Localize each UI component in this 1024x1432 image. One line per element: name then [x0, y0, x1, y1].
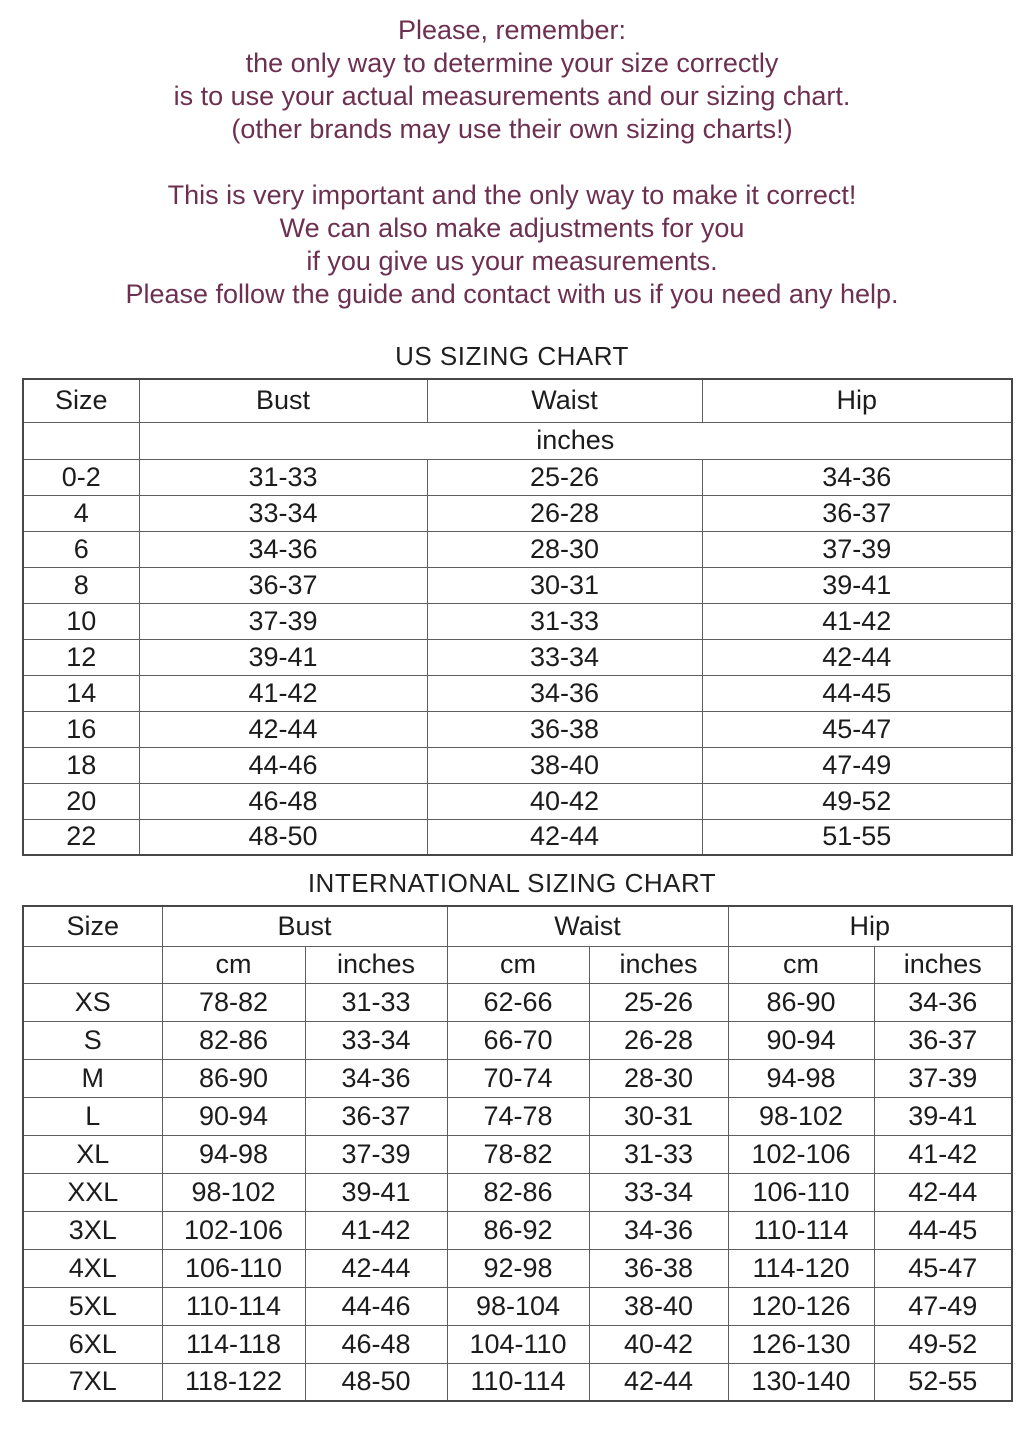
bust-in-cell: 37-39 — [305, 1135, 447, 1173]
bust-in-cell: 42-44 — [305, 1249, 447, 1287]
hip-cell: 34-36 — [702, 459, 1012, 495]
hip-cell: 49-52 — [702, 783, 1012, 819]
us-column-header-hip: Hip — [702, 379, 1012, 422]
empty-cell — [23, 946, 162, 983]
intro-spacer — [0, 146, 1024, 179]
hip-cm-cell: 102-106 — [728, 1135, 874, 1173]
table-row — [23, 1287, 1012, 1325]
table-row — [23, 1211, 1012, 1249]
table-row — [23, 531, 1012, 567]
bust-in-cell: 48-50 — [305, 1363, 447, 1401]
hip-cell: 51-55 — [702, 819, 1012, 855]
size-cell: 5XL — [23, 1287, 162, 1325]
waist-cm-cell: 70-74 — [447, 1059, 589, 1097]
waist-in-cell: 31-33 — [589, 1135, 728, 1173]
hip-in-cell: 34-36 — [874, 983, 1012, 1021]
size-cell: M — [23, 1059, 162, 1097]
size-cell: XS — [23, 983, 162, 1021]
intro-line: if you give us your measurements. — [306, 246, 718, 276]
size-cell: 22 — [23, 819, 139, 855]
unit-header-inches: inches — [589, 946, 728, 983]
bust-in-cell: 31-33 — [305, 983, 447, 1021]
intl-chart-title: INTERNATIONAL SIZING CHART — [307, 868, 717, 898]
unit-header-inches: inches — [305, 946, 447, 983]
intro-line: Please, remember: — [397, 15, 627, 45]
bust-cell: 33-34 — [139, 495, 427, 531]
bust-cm-cell: 90-94 — [162, 1097, 305, 1135]
hip-cell: 36-37 — [702, 495, 1012, 531]
size-cell: L — [23, 1097, 162, 1135]
waist-in-cell: 26-28 — [589, 1021, 728, 1059]
bust-cm-cell: 98-102 — [162, 1173, 305, 1211]
size-cell: 6XL — [23, 1325, 162, 1363]
waist-cm-cell: 104-110 — [447, 1325, 589, 1363]
hip-cm-cell: 86-90 — [728, 983, 874, 1021]
intl-column-header-waist: Waist — [447, 906, 728, 946]
hip-in-cell: 41-42 — [874, 1135, 1012, 1173]
waist-in-cell: 38-40 — [589, 1287, 728, 1325]
table-row — [23, 711, 1012, 747]
intro-line: (other brands may use their own sizing charts!) — [231, 114, 793, 144]
size-cell: 10 — [23, 603, 139, 639]
bust-cm-cell: 118-122 — [162, 1363, 305, 1401]
waist-cm-cell: 74-78 — [447, 1097, 589, 1135]
size-cell: 16 — [23, 711, 139, 747]
size-cell: 0-2 — [23, 459, 139, 495]
table-row — [23, 459, 1012, 495]
size-cell: 7XL — [23, 1363, 162, 1401]
waist-cm-cell: 78-82 — [447, 1135, 589, 1173]
hip-cell: 42-44 — [702, 639, 1012, 675]
hip-cm-cell: 120-126 — [728, 1287, 874, 1325]
table-row — [23, 1059, 1012, 1097]
us-unit-cell: inches — [139, 422, 1012, 459]
hip-cm-cell: 114-120 — [728, 1249, 874, 1287]
table-row — [23, 567, 1012, 603]
table-row — [23, 675, 1012, 711]
intro-line: We can also make adjustments for you — [279, 213, 745, 243]
hip-in-cell: 36-37 — [874, 1021, 1012, 1059]
bust-cm-cell: 106-110 — [162, 1249, 305, 1287]
table-row — [23, 1135, 1012, 1173]
table-row — [23, 603, 1012, 639]
bust-cell: 37-39 — [139, 603, 427, 639]
intro-line: This is very important and the only way to make it correct! — [167, 180, 857, 210]
waist-cell: 25-26 — [427, 459, 702, 495]
waist-cell: 42-44 — [427, 819, 702, 855]
unit-header-cm: cm — [447, 946, 589, 983]
bust-in-cell: 46-48 — [305, 1325, 447, 1363]
waist-cm-cell: 110-114 — [447, 1363, 589, 1401]
intl-column-header-size: Size — [23, 906, 162, 946]
bust-cell: 36-37 — [139, 567, 427, 603]
waist-cell: 34-36 — [427, 675, 702, 711]
us-header-row — [23, 379, 1012, 422]
hip-in-cell: 44-45 — [874, 1211, 1012, 1249]
hip-in-cell: 49-52 — [874, 1325, 1012, 1363]
table-row — [23, 747, 1012, 783]
intl-column-header-hip: Hip — [728, 906, 1012, 946]
size-cell: 4 — [23, 495, 139, 531]
unit-header-inches: inches — [874, 946, 1012, 983]
size-cell: S — [23, 1021, 162, 1059]
waist-in-cell: 25-26 — [589, 983, 728, 1021]
waist-cm-cell: 98-104 — [447, 1287, 589, 1325]
waist-cm-cell: 92-98 — [447, 1249, 589, 1287]
waist-cell: 36-38 — [427, 711, 702, 747]
hip-cell: 39-41 — [702, 567, 1012, 603]
hip-cell: 45-47 — [702, 711, 1012, 747]
bust-in-cell: 33-34 — [305, 1021, 447, 1059]
size-cell: XL — [23, 1135, 162, 1173]
bust-cell: 42-44 — [139, 711, 427, 747]
size-cell: 8 — [23, 567, 139, 603]
waist-cell: 30-31 — [427, 567, 702, 603]
waist-cell: 38-40 — [427, 747, 702, 783]
size-cell: 18 — [23, 747, 139, 783]
hip-cm-cell: 126-130 — [728, 1325, 874, 1363]
us-chart-title: US SIZING CHART — [395, 341, 629, 371]
empty-cell — [23, 422, 139, 459]
bust-cell: 31-33 — [139, 459, 427, 495]
waist-cm-cell: 62-66 — [447, 983, 589, 1021]
hip-in-cell: 47-49 — [874, 1287, 1012, 1325]
bust-in-cell: 41-42 — [305, 1211, 447, 1249]
size-cell: 14 — [23, 675, 139, 711]
table-row — [23, 639, 1012, 675]
waist-in-cell: 33-34 — [589, 1173, 728, 1211]
size-cell: 4XL — [23, 1249, 162, 1287]
table-row — [23, 1173, 1012, 1211]
waist-in-cell: 36-38 — [589, 1249, 728, 1287]
waist-in-cell: 40-42 — [589, 1325, 728, 1363]
hip-cm-cell: 90-94 — [728, 1021, 874, 1059]
table-row — [23, 1249, 1012, 1287]
waist-cm-cell: 66-70 — [447, 1021, 589, 1059]
bust-cell: 41-42 — [139, 675, 427, 711]
us-column-header-bust: Bust — [139, 379, 427, 422]
us-unit-row — [23, 422, 1012, 459]
intl-header-row — [23, 906, 1012, 946]
bust-cm-cell: 82-86 — [162, 1021, 305, 1059]
hip-cm-cell: 98-102 — [728, 1097, 874, 1135]
hip-cell: 44-45 — [702, 675, 1012, 711]
waist-cell: 28-30 — [427, 531, 702, 567]
us-column-header-waist: Waist — [427, 379, 702, 422]
table-row — [23, 1021, 1012, 1059]
hip-in-cell: 37-39 — [874, 1059, 1012, 1097]
bust-cm-cell: 110-114 — [162, 1287, 305, 1325]
table-row — [23, 1097, 1012, 1135]
bust-in-cell: 39-41 — [305, 1173, 447, 1211]
bust-cell: 39-41 — [139, 639, 427, 675]
us-sizing-table — [22, 378, 1013, 856]
bust-cm-cell: 94-98 — [162, 1135, 305, 1173]
bust-cm-cell: 86-90 — [162, 1059, 305, 1097]
table-row — [23, 783, 1012, 819]
hip-cm-cell: 110-114 — [728, 1211, 874, 1249]
intl-sizing-table — [22, 905, 1013, 1402]
hip-cell: 37-39 — [702, 531, 1012, 567]
table-row — [23, 1325, 1012, 1363]
waist-cm-cell: 86-92 — [447, 1211, 589, 1249]
bust-cm-cell: 78-82 — [162, 983, 305, 1021]
hip-cm-cell: 106-110 — [728, 1173, 874, 1211]
waist-cm-cell: 82-86 — [447, 1173, 589, 1211]
bust-cm-cell: 114-118 — [162, 1325, 305, 1363]
size-cell: 20 — [23, 783, 139, 819]
bust-in-cell: 36-37 — [305, 1097, 447, 1135]
us-column-header-size: Size — [23, 379, 139, 422]
hip-cm-cell: 130-140 — [728, 1363, 874, 1401]
hip-in-cell: 39-41 — [874, 1097, 1012, 1135]
bust-cell: 48-50 — [139, 819, 427, 855]
waist-cell: 26-28 — [427, 495, 702, 531]
bust-cm-cell: 102-106 — [162, 1211, 305, 1249]
size-cell: 6 — [23, 531, 139, 567]
unit-header-cm: cm — [728, 946, 874, 983]
hip-cell: 47-49 — [702, 747, 1012, 783]
hip-in-cell: 52-55 — [874, 1363, 1012, 1401]
hip-cm-cell: 94-98 — [728, 1059, 874, 1097]
waist-in-cell: 34-36 — [589, 1211, 728, 1249]
waist-in-cell: 42-44 — [589, 1363, 728, 1401]
unit-header-cm: cm — [162, 946, 305, 983]
table-row — [23, 1363, 1012, 1401]
table-row — [23, 983, 1012, 1021]
bust-cell: 46-48 — [139, 783, 427, 819]
intl-unit-row — [23, 946, 1012, 983]
bust-in-cell: 34-36 — [305, 1059, 447, 1097]
intl-column-header-bust: Bust — [162, 906, 447, 946]
hip-in-cell: 45-47 — [874, 1249, 1012, 1287]
bust-cell: 34-36 — [139, 531, 427, 567]
waist-cell: 31-33 — [427, 603, 702, 639]
waist-in-cell: 30-31 — [589, 1097, 728, 1135]
size-cell: 3XL — [23, 1211, 162, 1249]
intro-line: is to use your actual measurements and our sizing chart. — [173, 81, 851, 111]
bust-in-cell: 44-46 — [305, 1287, 447, 1325]
waist-cell: 33-34 — [427, 639, 702, 675]
size-cell: 12 — [23, 639, 139, 675]
bust-cell: 44-46 — [139, 747, 427, 783]
waist-in-cell: 28-30 — [589, 1059, 728, 1097]
table-row — [23, 819, 1012, 855]
intro-text-block — [0, 0, 1024, 311]
waist-cell: 40-42 — [427, 783, 702, 819]
size-cell: XXL — [23, 1173, 162, 1211]
hip-cell: 41-42 — [702, 603, 1012, 639]
table-row — [23, 495, 1012, 531]
intro-line: the only way to determine your size correctly — [245, 48, 779, 78]
intro-line: Please follow the guide and contact with us if you need any help. — [125, 279, 899, 309]
hip-in-cell: 42-44 — [874, 1173, 1012, 1211]
